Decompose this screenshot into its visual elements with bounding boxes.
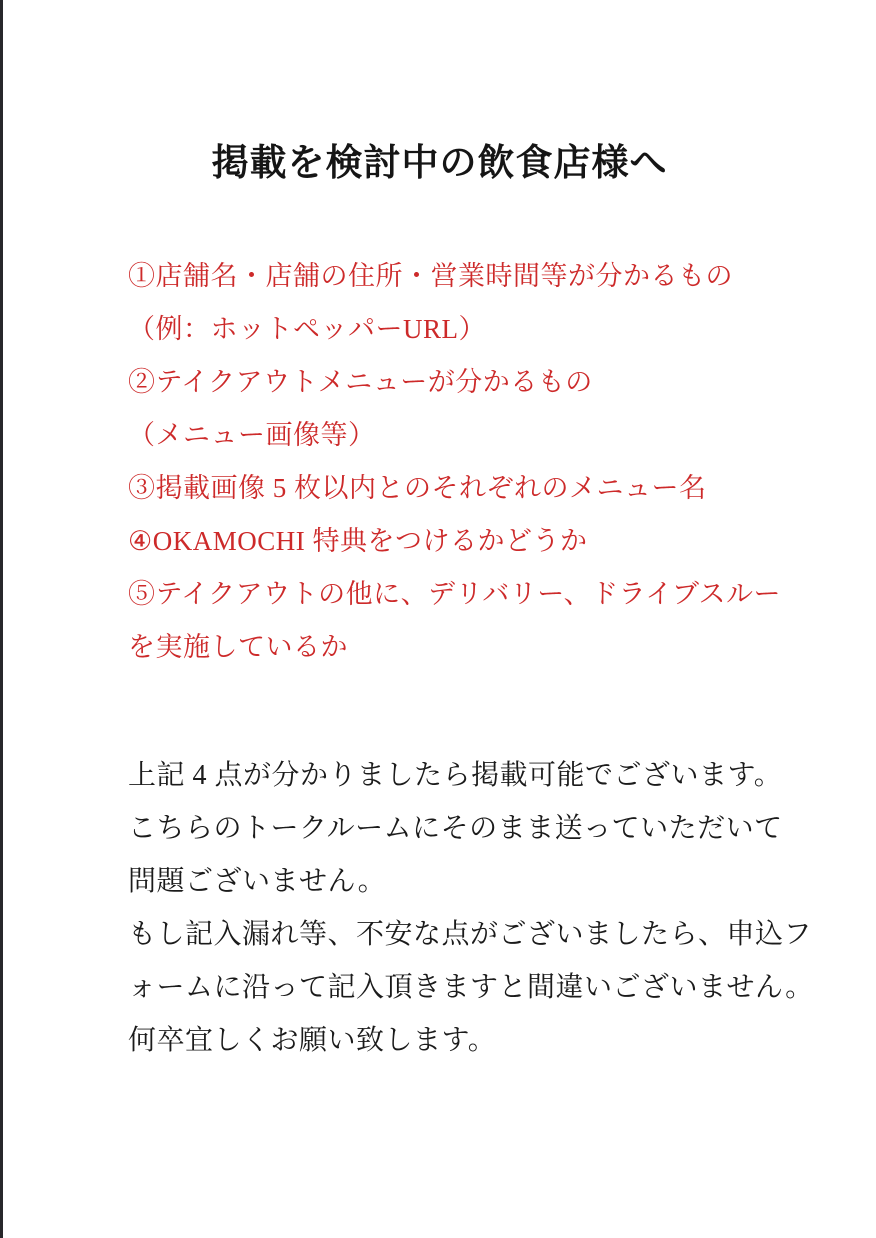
body-line-1: 上記 4 点が分かりましたら掲載可能でございます。	[128, 760, 783, 792]
requirement-line-5: ⑤テイクアウトの他に、デリバリー、ドライブスルー	[128, 579, 781, 610]
requirement-line-4: ④OKAMOCHI 特典をつけるかどうか	[128, 526, 588, 557]
requirement-line-1: ①店舗名・店舗の住所・営業時間等が分かるもの	[128, 261, 733, 292]
requirement-line-1b: （例：ホットペッパーURL）	[128, 314, 486, 345]
requirement-line-5b: を実施しているか	[128, 632, 348, 663]
requirement-line-2b: （メニュー画像等）	[128, 420, 376, 451]
requirement-line-3: ③掲載画像 5 枚以内とのそれぞれのメニュー名	[128, 473, 707, 504]
body-line-6: 何卒宜しくお願い致します。	[128, 1025, 497, 1057]
page-title: 掲載を検討中の飲食店様へ	[211, 143, 668, 184]
body-line-3: 問題ございません。	[128, 866, 387, 898]
requirement-line-2: ②テイクアウトメニューが分かるもの	[128, 367, 593, 398]
body-line-4: もし記入漏れ等、不安な点がございましたら、申込フ	[128, 919, 813, 951]
closing-paragraph	[3, 749, 876, 1067]
body-line-2: こちらのトークルームにそのまま送っていただいて	[128, 813, 783, 845]
body-line-5: ォームに沿って記入頂きますと間違いございません。	[128, 972, 814, 1004]
requirements-list	[3, 250, 876, 674]
